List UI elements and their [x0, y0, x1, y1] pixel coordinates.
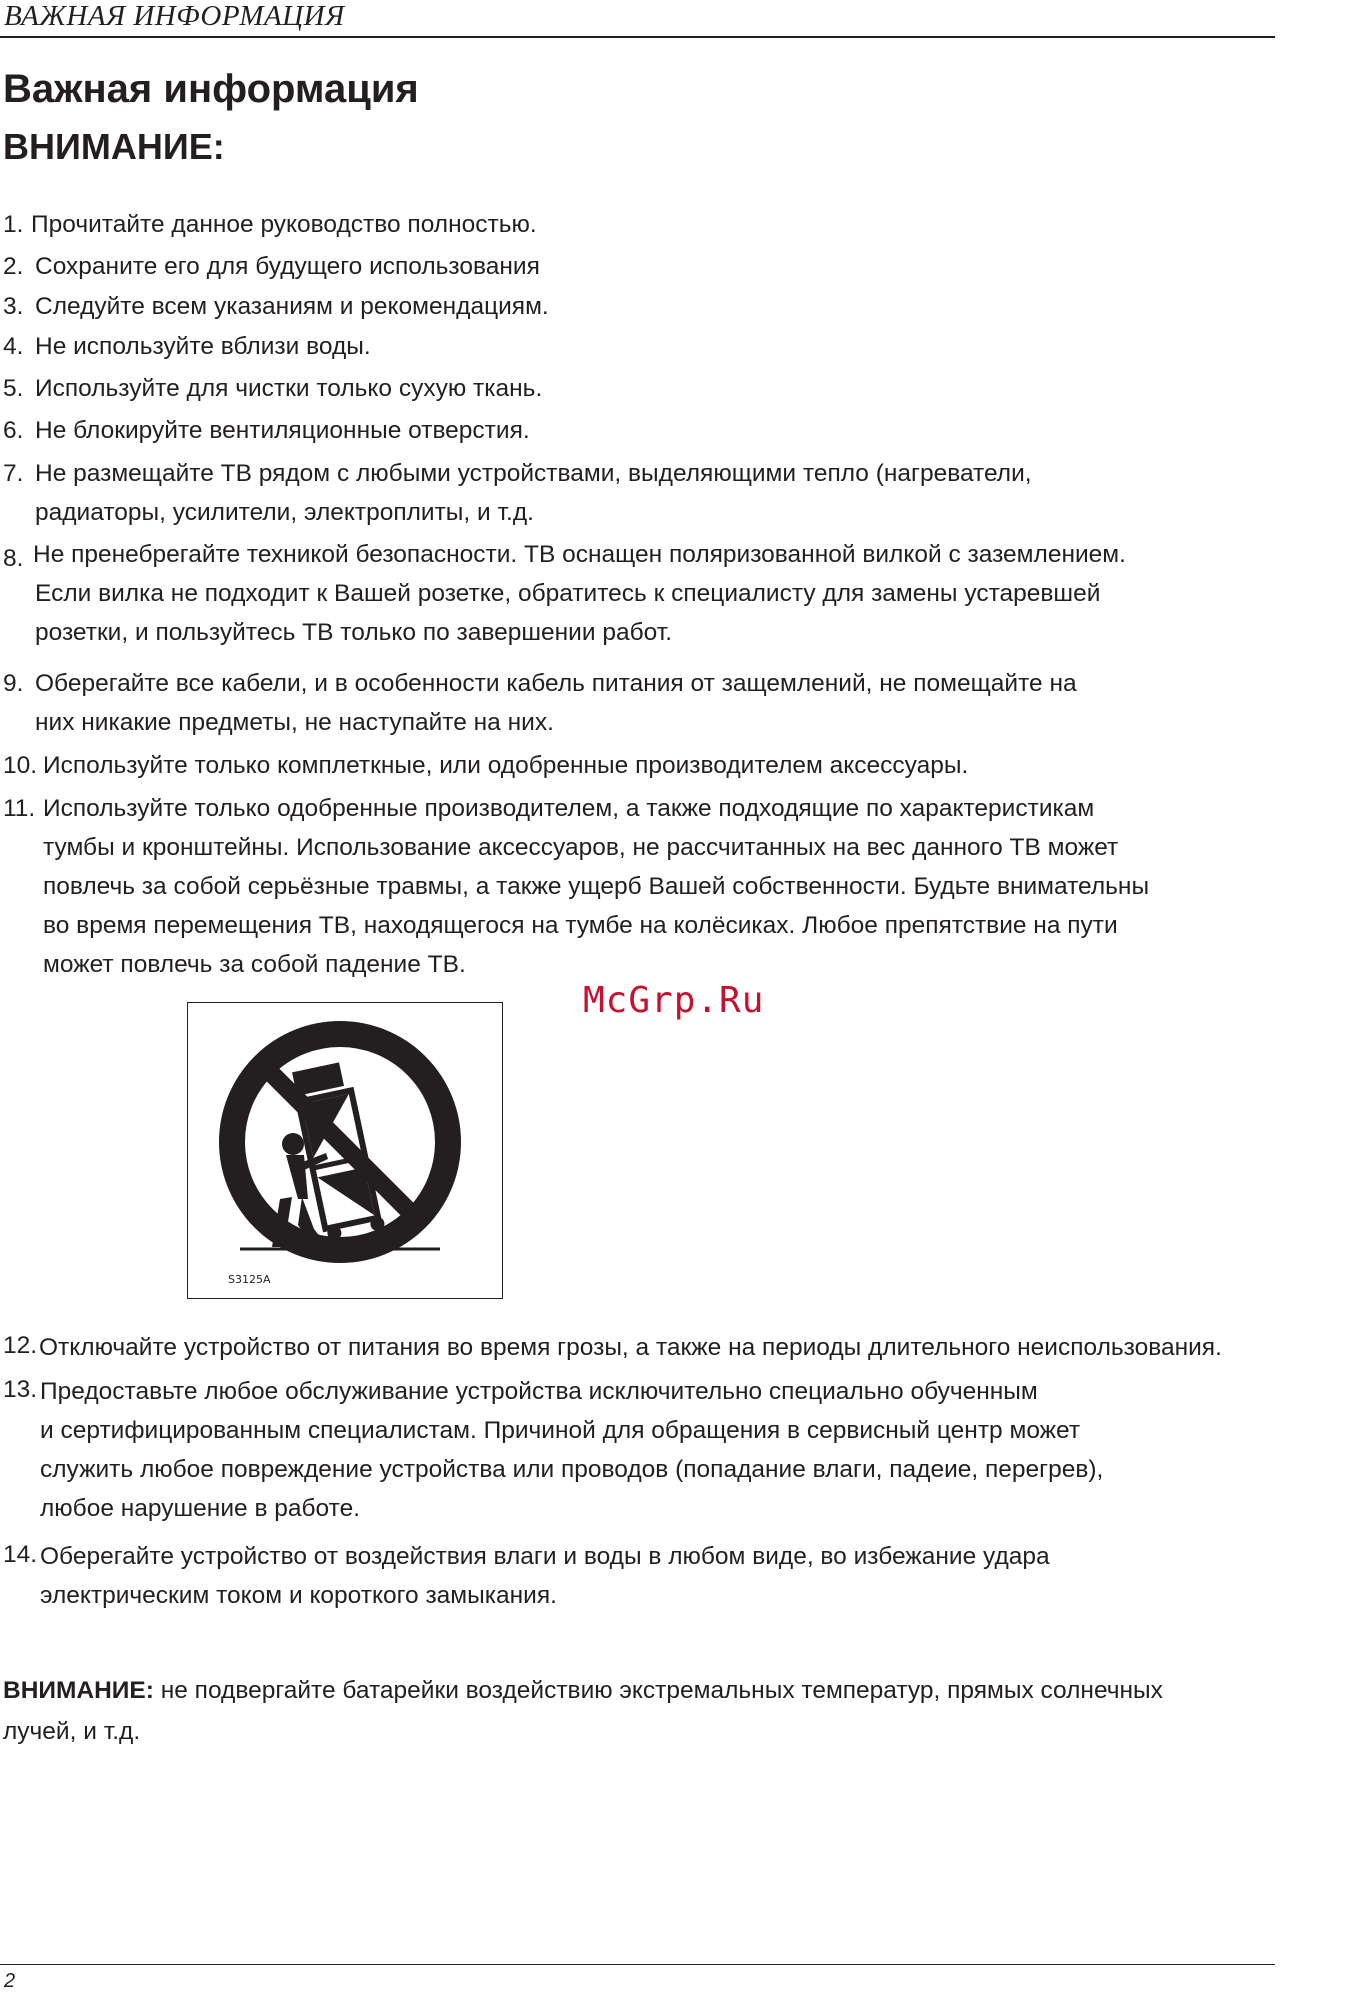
list-item [3, 369, 542, 408]
item-number: 8. [3, 545, 24, 572]
page-number: 2 [4, 1970, 16, 1992]
list-item [3, 287, 549, 326]
list-item [3, 535, 1126, 652]
item-line: радиаторы, усилители, электроплиты, и т.д. [35, 499, 534, 526]
item-line: Оберегайте устройство от воздействия влаги и воды в любом виде, во избежание удара [40, 1543, 1050, 1570]
item-line: служить любое повреждение устройства или проводов (попадание влаги, падеие, перегрев), [40, 1456, 1104, 1483]
item-line: Сохраните его для будущего использования [35, 253, 540, 280]
item-number: 9. [3, 670, 24, 697]
footer-rule [0, 1964, 1275, 1965]
battery-warning [3, 1670, 1203, 1752]
list-item [3, 411, 530, 450]
item-number: 3. [3, 293, 24, 320]
item-number: 14. [3, 1541, 38, 1568]
list-item [3, 205, 537, 244]
cart-tip-over-warning-figure [187, 1002, 503, 1299]
item-line: Отключайте устройство от питания во время грозы, а также на периоды длительного неиспользования. [39, 1334, 1222, 1361]
page-title: Важная информация [3, 67, 419, 111]
item-line: розетки, и пользуйтесь ТВ только по завершении работ. [35, 619, 673, 646]
figure-code: S3125A [228, 1273, 271, 1286]
item-line: Используйте только комплеткные, или одобренные производителем аксессуары. [43, 752, 969, 779]
item-line: Не используйте вблизи воды. [35, 333, 371, 360]
item-number: 12. [3, 1332, 38, 1359]
item-number: 13. [3, 1376, 38, 1403]
item-line: Прочитайте данное руководство полностью. [31, 211, 537, 238]
warning-label: ВНИМАНИЕ: [3, 1677, 154, 1704]
item-line: может повлечь за собой падение ТВ. [43, 951, 466, 978]
item-line: Не пренебрегайте техникой безопасности. ТВ оснащен поляризованной вилкой с заземлением. [33, 541, 1126, 568]
item-line: Следуйте всем указаниям и рекомендациям. [35, 293, 549, 320]
item-line: электрическим током и короткого замыкания. [40, 1582, 557, 1609]
item-line: и сертифицированным специалистам. Причиной для обращения в сервисный центр может [40, 1417, 1081, 1444]
list-item [3, 327, 371, 366]
item-number: 7. [3, 460, 24, 487]
item-number: 2. [3, 253, 24, 280]
item-number: 11. [3, 795, 36, 822]
watermark: McGrp.Ru [583, 980, 765, 1021]
item-line: них никакие предметы, не наступайте на них. [35, 709, 554, 736]
running-header: ВАЖНАЯ ИНФОРМАЦИЯ [4, 0, 345, 32]
item-line: Не размещайте ТВ рядом с любыми устройствами, выделяющими тепло (нагреватели, [35, 460, 1032, 487]
item-line: Предоставьте любое обслуживание устройства исключительно специально обученным [40, 1378, 1038, 1405]
item-line: Если вилка не подходит к Вашей розетке, обратитесь к специалисту для замены устаревшей [35, 580, 1101, 607]
item-number: 1. [3, 211, 24, 238]
list-item [3, 746, 968, 785]
item-line: во время перемещения ТВ, находящегося на тумбе на колёсиках. Любое препятствие на пути [43, 912, 1118, 939]
list-item [3, 454, 1032, 532]
item-number: 6. [3, 417, 24, 444]
item-line: Не блокируйте вентиляционные отверстия. [35, 417, 530, 444]
item-number: 10. [3, 752, 38, 779]
item-number: 5. [3, 375, 24, 402]
list-item [3, 247, 540, 286]
list-item [3, 664, 1077, 742]
item-line: любое нарушение в работе. [40, 1495, 361, 1522]
list-item [3, 1537, 1050, 1615]
item-line: тумбы и кронштейны. Использование аксессуаров, не рассчитанных на вес данного ТВ может [43, 834, 1119, 861]
list-item [3, 789, 1149, 984]
item-line: Используйте для чистки только сухую ткань. [35, 375, 543, 402]
item-line: Оберегайте все кабели, и в особенности кабель питания от защемлений, не помещайте на [35, 670, 1077, 697]
warning-text: не подвергайте батарейки воздействию экстремальных температур, прямых солнечных лучей, и т.д. [3, 1677, 1163, 1745]
list-item [3, 1328, 1222, 1367]
header-rule [0, 36, 1275, 38]
cart-tip-over-icon [188, 1003, 501, 1297]
attention-subtitle: ВНИМАНИЕ: [3, 126, 225, 167]
item-line: повлечь за собой серьёзные травмы, а также ущерб Вашей собственности. Будьте внимательны [43, 873, 1150, 900]
list-item [3, 1372, 1103, 1528]
item-line: Используйте только одобренные производителем, а также подходящие по характеристикам [43, 795, 1095, 822]
item-number: 4. [3, 333, 24, 360]
